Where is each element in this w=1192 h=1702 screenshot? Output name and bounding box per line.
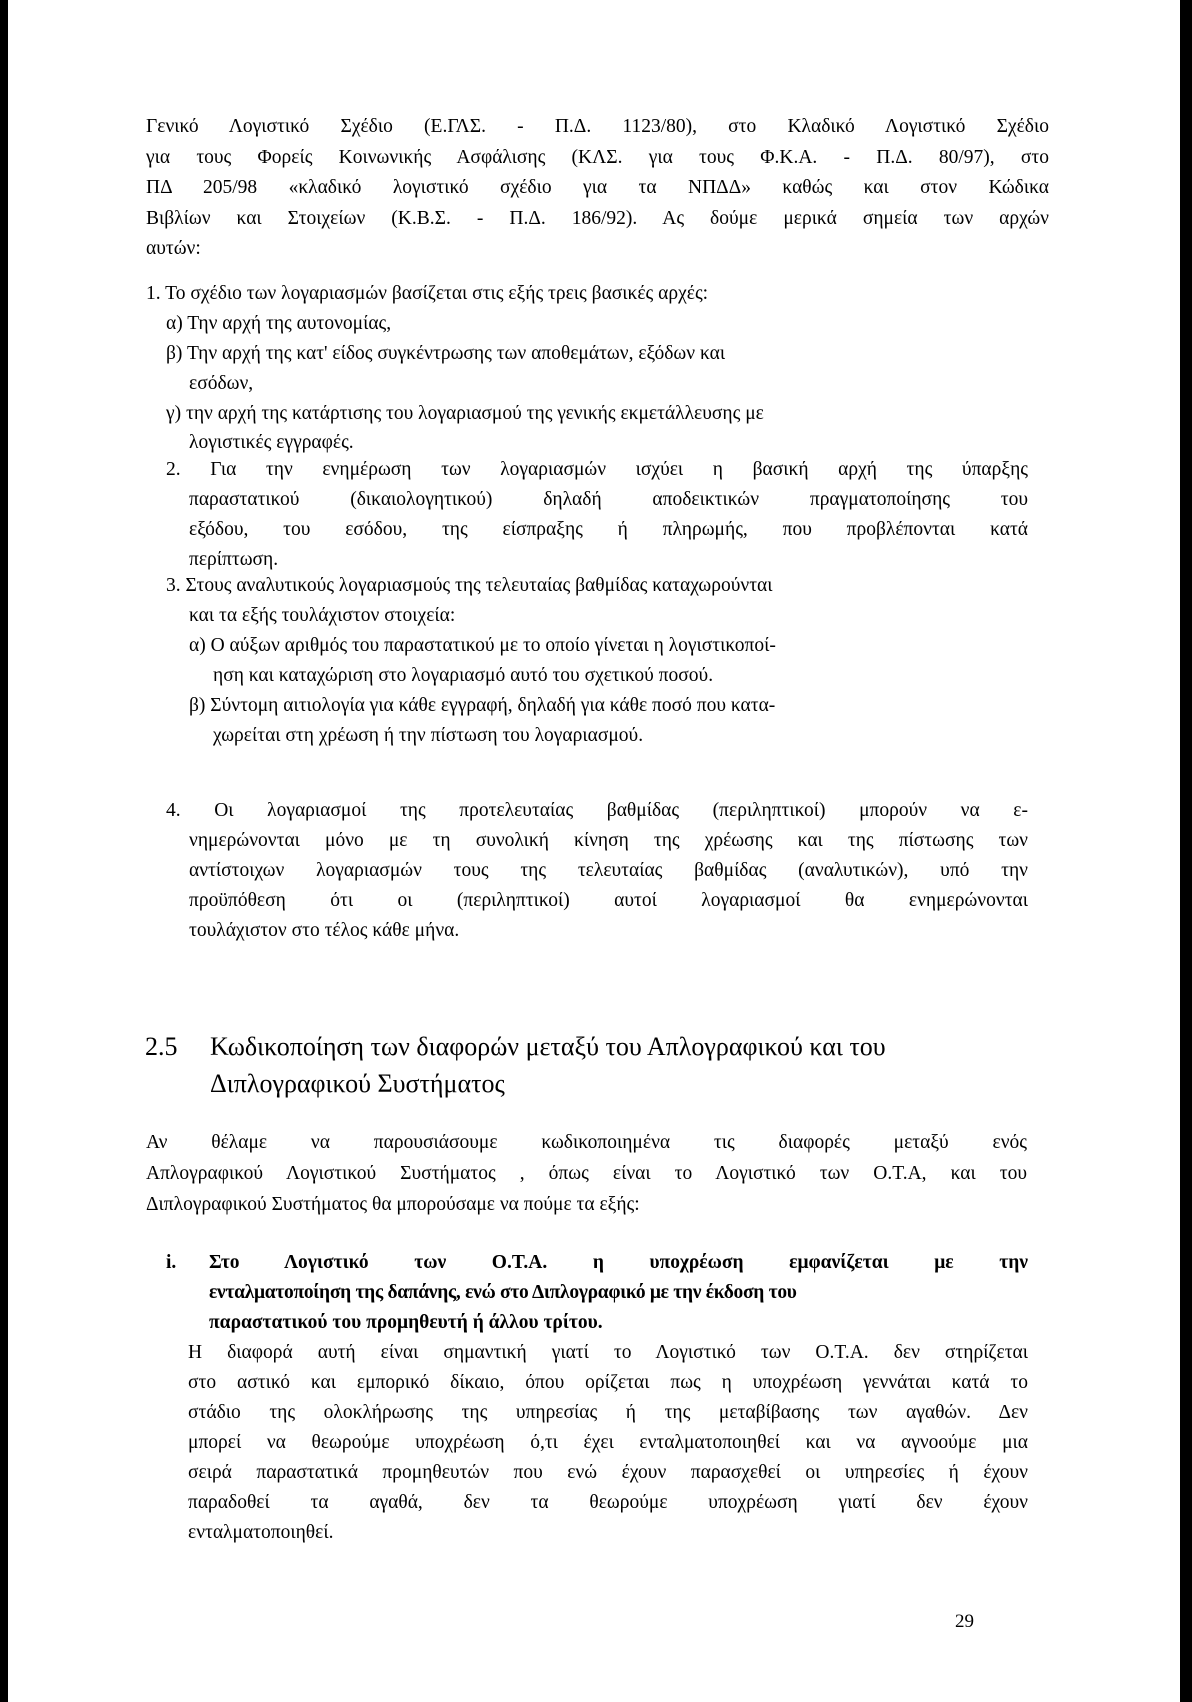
principle-2-line-3: εξόδου, του εσόδου, της είσπραξης ή πληρωμής, που προβλέπονται κατά xyxy=(189,519,1028,540)
section-intro-line-2: Απλογραφικού Λογιστικού Συστήματος , όπως είναι το Λογιστικό των Ο.Τ.Α, και του xyxy=(146,1163,1027,1184)
principle-3-item-b-1: β) Σύντομη αιτιολογία για κάθε εγγραφή, δηλαδή για κάθε ποσό που κατα- xyxy=(189,695,776,716)
item-i-para-line-4: μπορεί να θεωρούμε υποχρέωση ό,τι έχει ενταλματοποιηθεί και να αγνοούμε μια xyxy=(188,1432,1028,1453)
principle-1-item-b-1: β) Την αρχή της κατ' είδος συγκέντρωσης των αποθεμάτων, εξόδων και xyxy=(166,343,726,364)
section-intro-line-3: Διπλογραφικού Συστήματος θα μπορούσαμε να πούμε τα εξής: xyxy=(146,1194,640,1215)
section-intro-line-1: Αν θέλαμε να παρουσιάσουμε κωδικοποιημένα τις διαφορές μεταξύ ενός xyxy=(146,1132,1027,1153)
section-title-line-2: Διπλογραφικού Συστήματος xyxy=(210,1069,505,1098)
item-i-para-line-3: στάδιο της ολοκλήρωσης της υπηρεσίας ή της μεταβίβασης των αγαθών. Δεν xyxy=(188,1402,1028,1423)
principle-3-item-b-2: χωρείται στη χρέωση ή την πίστωση του λογαριασμού. xyxy=(213,725,644,746)
principle-1-item-c-1: γ) την αρχή της κατάρτισης του λογαριασμού της γενικής εκμετάλλευσης με xyxy=(166,403,764,424)
principle-1-item-a: α) Την αρχή της αυτονομίας, xyxy=(166,313,392,334)
principle-3-item-a-1: α) Ο αύξων αριθμός του παραστατικού με το οποίο γίνεται η λογιστικοποί- xyxy=(189,635,776,656)
principle-1-line-1: 1. Το σχέδιο των λογαριασμών βασίζεται στις εξής τρεις βασικές αρχές: xyxy=(146,283,709,304)
principle-4-line-5: τουλάχιστον στο τέλος κάθε μήνα. xyxy=(189,920,460,941)
principle-1-item-c-2: λογιστικές εγγραφές. xyxy=(189,432,354,453)
principle-4-line-2: νημερώνονται μόνο με τη συνολική κίνηση της χρέωσης και της πίστωσης των xyxy=(189,830,1028,851)
intro-line-5: αυτών: xyxy=(146,238,201,259)
section-title-line-1: Κωδικοποίηση των διαφορών μεταξύ του Απλογραφικού και του xyxy=(210,1032,886,1061)
principle-2-line-4: περίπτωση. xyxy=(189,549,279,570)
principle-4-line-3: αντίστοιχων λογαριασμών τους της τελευταίας βαθμίδας (αναλυτικών), υπό την xyxy=(189,860,1028,881)
item-i-para-line-5: σειρά παραστατικά προμηθευτών που ενώ έχουν παρασχεθεί οι υπηρεσίες ή έχουν xyxy=(188,1462,1028,1483)
principle-2-line-2: παραστατικού (δικαιολογητικού) δηλαδή αποδεικτικών πραγματοποίησης του xyxy=(189,489,1028,510)
principle-1-item-b-2: εσόδων, xyxy=(189,373,254,394)
principle-4-line-4: προϋπόθεση ότι οι (περιληπτικοί) αυτοί λογαριασμοί θα ενημερώνονται xyxy=(189,890,1028,911)
page-number: 29 xyxy=(955,1611,974,1632)
principle-3-item-a-2: ηση και καταχώριση στο λογαριασμό αυτό του σχετικού ποσού. xyxy=(213,665,714,686)
intro-line-2: για τους Φορείς Κοινωνικής Ασφάλισης (ΚΛΣ. για τους Φ.Κ.Α. - Π.Δ. 80/97), στο xyxy=(146,147,1049,168)
item-i-marker: i. xyxy=(166,1252,177,1273)
principle-4-line-1: 4. Οι λογαριασμοί της προτελευταίας βαθμίδας (περιληπτικοί) μπορούν να ε- xyxy=(166,800,1028,821)
item-i-para-line-6: παραδοθεί τα αγαθά, δεν τα θεωρούμε υποχρέωση γιατί δεν έχουν xyxy=(188,1492,1028,1513)
item-i-bold-line-2: ενταλματοποίηση της δαπάνης, ενώ στο Διπλογραφικό με την έκδοση του xyxy=(209,1282,797,1303)
item-i-bold-line-3: παραστατικού του προμηθευτή ή άλλου τρίτου. xyxy=(209,1312,603,1333)
principle-2-line-1: 2. Για την ενημέρωση των λογαριασμών ισχύει η βασική αρχή της ύπαρξης xyxy=(166,459,1028,480)
section-number: 2.5 xyxy=(145,1032,178,1061)
item-i-para-line-7: ενταλματοποιηθεί. xyxy=(188,1522,334,1543)
intro-line-1: Γενικό Λογιστικό Σχέδιο (Ε.ΓΛΣ. - Π.Δ. 1123/80), στο Κλαδικό Λογιστικό Σχέδιο xyxy=(146,116,1049,137)
principle-3-line-2: και τα εξής τουλάχιστον στοιχεία: xyxy=(189,605,456,626)
intro-line-4: Βιβλίων και Στοιχείων (Κ.Β.Σ. - Π.Δ. 186/92). Ας δούμε μερικά σημεία των αρχών xyxy=(146,208,1049,229)
item-i-para-line-2: στο αστικό και εμπορικό δίκαιο, όπου ορίζεται πως η υποχρέωση γεννάται κατά το xyxy=(188,1372,1028,1393)
item-i-para-line-1: Η διαφορά αυτή είναι σημαντική γιατί το Λογιστικό των Ο.Τ.Α. δεν στηρίζεται xyxy=(188,1342,1028,1363)
principle-3-line-1: 3. Στους αναλυτικούς λογαριασμούς της τελευταίας βαθμίδας καταχωρούνται xyxy=(166,575,773,596)
intro-line-3: ΠΔ 205/98 «κλαδικό λογιστικό σχέδιο για τα ΝΠΔΔ» καθώς και στον Κώδικα xyxy=(146,177,1049,198)
document-page xyxy=(8,0,1180,1702)
item-i-bold-line-1: Στο Λογιστικό των Ο.Τ.Α. η υποχρέωση εμφανίζεται με την xyxy=(209,1252,1028,1273)
